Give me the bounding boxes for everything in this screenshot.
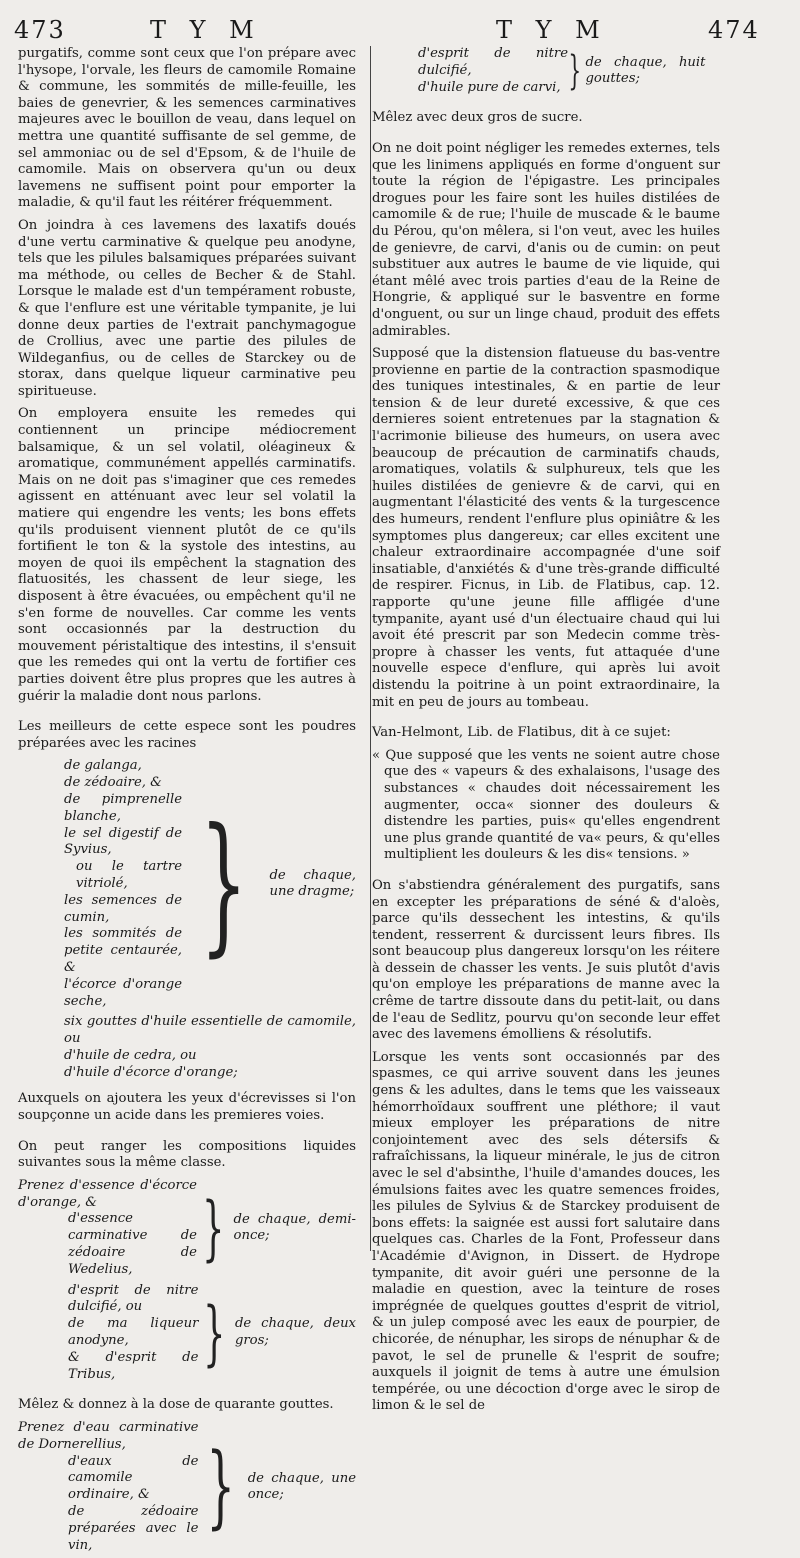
recipe-item: de zédoaire, & [64,775,162,791]
recipe-item: le sel digestif de Syvius, [64,825,183,858]
recipe-item: l'écorce d'orange seche, [64,976,183,1009]
paragraph: Auxquels on ajoutera les yeux d'écrevisses si l'on soupçonne un acide dans les premieres voies. [18,1091,356,1124]
block-quote [372,748,720,864]
recipe-item: d'esprit de nitre dulcifié, ou [68,1282,199,1315]
paragraph: On employera ensuite les remedes qui contiennent un principe médiocrement balsamique, & un sel volatil, oléagineux & aromatique, communément appellés carminatifs. Mais on ne doit pas s'imaginer que ces remedes agissent en atténuant avec leur sel volatil la matiere qui engendre les vents; les bons effets qu'ils produisent viennent plutôt de ce qu'ils fortifient le ton & la systole des intestins, au moyen de quoi ils empêchent la stagnation des flatuosités, les chassent de leur siege, les disposent à être évacuées, ou empêchent qu'il ne s'en forme de nouvelles. Car comme les vents sont occasionnés par la destruction du mouvement péristaltique des intestins, il s'ensuit que les remedes qui ont la vertu de fortifier ces parties doivent être plus propres que les autres à guérir la maladie dont nous parlons. [18,406,356,704]
quote-text: « Que supposé que les vents ne soient autre chose que des « vapeurs & des exhalaisons, l'usage des substances « chaudes doit nécessairement les augmenter, occa« sionner des douleurs & distendre les parties, puis« qu'elles engendrent une plus grande quantité de va« peurs, & qu'elles multiplient les douleurs & les dis« tensions. » [372,747,720,863]
recipe-dose: de chaque, une dragme; [269,867,356,900]
brace-icon: } [203,1292,226,1375]
recipe-item: d'huile de cedra, ou [64,1047,197,1063]
recipe-tail [18,1014,356,1081]
recipe-dose: de chaque, huit gouttes; [585,54,706,87]
recipe-item: les sommités de petite centaurée, & [64,926,183,975]
paragraph: On peut ranger les compositions liquides suivantes sous la même classe. [18,1138,356,1171]
recipe-list [18,1178,356,1279]
recipe-item: d'huile pure de carvi, [418,79,561,95]
brace-icon: } [202,1187,225,1270]
running-title-right: T Y M [496,16,608,44]
recipe-item: d'huile d'écorce d'orange; [64,1064,238,1080]
recipe-item: les semences de cumin, [64,892,183,925]
paragraph: On ne doit point négliger les remedes externes, tels que les linimens appliqués en forme d'onguent sur toute la région de l'épigastre. Les principales drogues pour les faire sont les huiles distilées de camomile & de rue; l'huile de muscade & le baume du Pérou, qu'on mêlera, si l'on veut, avec les huiles de genievre, de carvi, d'anis ou de cumin: on peut substituer aux autres le baume de vie liquide, qui étant mêlé avec trois parties d'eau de la Reine de Hongrie, & appliqué sur le basventre en forme d'onguent, ou sur un linge chaud, produit des effets admirables. [372,140,720,339]
recipe-list [372,46,720,96]
brace-icon: } [199,797,248,972]
recipe-item: ou le tartre vitriolé, [76,859,183,891]
recipe-dose: de chaque, demi-once; [233,1211,356,1244]
recipe-item: six gouttes d'huile essentielle de camomile, ou [64,1014,356,1047]
recipe-item: & d'esprit de Tribus, [68,1349,199,1382]
paragraph: Les meilleurs de cette espece sont les poudres préparées avec les racines [18,719,356,751]
recipe-item: de pimprenelle blanche, [64,791,183,824]
paragraph: On joindra à ces lavemens des laxatifs doués d'une vertu carminative & quelque peu anodyne, tels que les pilules balsamiques préparées suivant ma méthode, ou celles de Becher & de Stahl. Lorsque le malade est d'un tempérament robuste, & que l'enflure est une véritable tympanite, je lui donne deux parties de l'extrait panchymagogue de Crollius, avec une partie des pilules de Wildeganfius, ou de celles de Starckey ou de storax, dans quelque liqueur carminative peu spiritueuse. [18,217,356,399]
paragraph: Supposé que la distension flatueuse du bas-ventre provienne en partie de la contraction spasmodique des tuniques intestinales, & en partie de leur tension & de leur dureté excessive, & que ces dernieres soient entretenues par la stagnation & l'acrimonie bilieuse des humeurs, on usera avec beaucoup de précaution de carminatifs chauds, aromatiques, volatils & sulphureux, tels que les huiles distilées de genievre & de carvi, qui en augmentant l'élasticité des vents & la turgescence des humeurs, rendent l'enflure plus opiniâtre & les symptomes plus dangereux; car elles excitent une chaleur extraordinaire accompagnée d'une soif insatiable, d'anxiétés & d'une très-grande difficulté de respirer. Ficnus, in Lib. de Flatibus, cap. 12. rapporte qu'une jeune fille affligée d'une tympanite, ayant usé d'un électuaire chaud qui lui avoit été prescrit par son Medecin comme très-propre à chasser les vents, fut attaquée d'une nouvelle espece d'enflure, qui après lui avoit distendu la poitrine à un point extraordinaire, la mit en peu de jours au tombeau. [372,346,720,710]
recipe-item: Prenez d'essence d'écorce d'orange, & [18,1177,197,1210]
paragraph: Mêlez avec deux gros de sucre. [372,110,583,126]
brace-icon: } [206,1434,236,1540]
paragraph: Mêlez & donnez à la dose de quarante gouttes. [18,1397,334,1413]
page-number-left: 473 [14,16,66,44]
recipe-item: de zédoaire préparées avec le vin, [68,1504,199,1553]
recipe-list [18,1420,356,1554]
right-column [372,46,720,1421]
recipe-item: de galanga, [64,758,142,774]
recipe-dose: de chaque, deux gros; [234,1316,356,1349]
paragraph: Van-Helmont, Lib. de Flatibus, dit à ce sujet: [372,725,671,741]
recipe-item: de ma liqueur anodyne, [68,1316,199,1349]
recipe-dose: de chaque, une once; [247,1470,356,1503]
column-divider [370,46,371,1251]
recipe-item: d'essence carminative de zédoaire de Wedelius, [68,1211,197,1277]
recipe-list [18,1283,356,1384]
left-column [18,46,356,1558]
paragraph: On s'abstiendra généralement des purgatifs, sans en excepter les préparations de séné & d'aloès, parce qu'ils dessechent les intestins, & qu'ils tendent, resserrent & durcissent leurs fibres. Ils sont beaucoup plus dangereux lorsqu'on les réitere à dessein de chasser les vents. Je suis plutôt d'avis qu'on employe les préparations de manne avec la crême de tartre dissoute dans du petit-lait, ou dans de l'eau de Sedlitz, pourvu qu'on seconde leur effet avec des lavemens émolliens & résolutifs. [372,877,720,1043]
recipe-list [18,758,356,1010]
page-number-right: 474 [708,16,760,44]
paragraph: purgatifs, comme sont ceux que l'on prépare avec l'hysope, l'orvale, les fleurs de camomile Romaine & commune, les sommités de mille-feuille, les baies de genevrier, & les semences carminatives majeures avec le bouillon de veau, dans lequel on mettra une quantité suffisante de sel gemme, de sel ammoniac ou de sel d'Epsom, & de l'huile de camomile. Mais on observera qu'un ou deux lavemens ne suffisent point pour emporter la maladie, & qu'il faut les réitérer fréquemment. [18,46,356,211]
brace-icon: } [568,48,582,95]
paragraph: Lorsque les vents sont occasionnés par des spasmes, ce qui arrive souvent dans les jeunes gens & les adultes, dans le tems que les vaisseaux hémorrhoïdaux souffrent une pléthore; il vaut mieux employer les préparations de nitre conjointement avec des sels détersifs & rafraîchissans, la liqueur minérale, le jus de citron avec le sel d'absinthe, l'huile d'amandes douces, les émulsions faites avec les quatre semences froides, les pilules de Sylvius & de Starckey produisent de bons effets: la saignée est aussi fort salutaire dans quelques cas. Charles de la Font, Professeur dans l'Académie d'Avignon, in Dissert. de Hydrope tympanite, dit avoir guéri une personne de la maladie en question, avec la teinture de roses imprégnée de quelques gouttes d'esprit de vitriol, & un julep composé avec les eaux de pourpier, de chicorée, de nénuphar, les sirops de nénuphar & de pavot, le sel de prunelle & l'esprit de soufre; auxquels il joignit de tems à autre une émulsion tempérée, ou une décoction d'orge avec le sirop de limon & le sel de [372,1049,720,1414]
recipe-item: d'eaux de camomile ordinaire, & [68,1453,199,1503]
running-title-left: T Y M [150,16,262,44]
recipe-item: d'esprit de nitre dulcifié, [418,46,568,78]
recipe-item: Prenez d'eau carminative de Dornerellius, [18,1420,199,1452]
